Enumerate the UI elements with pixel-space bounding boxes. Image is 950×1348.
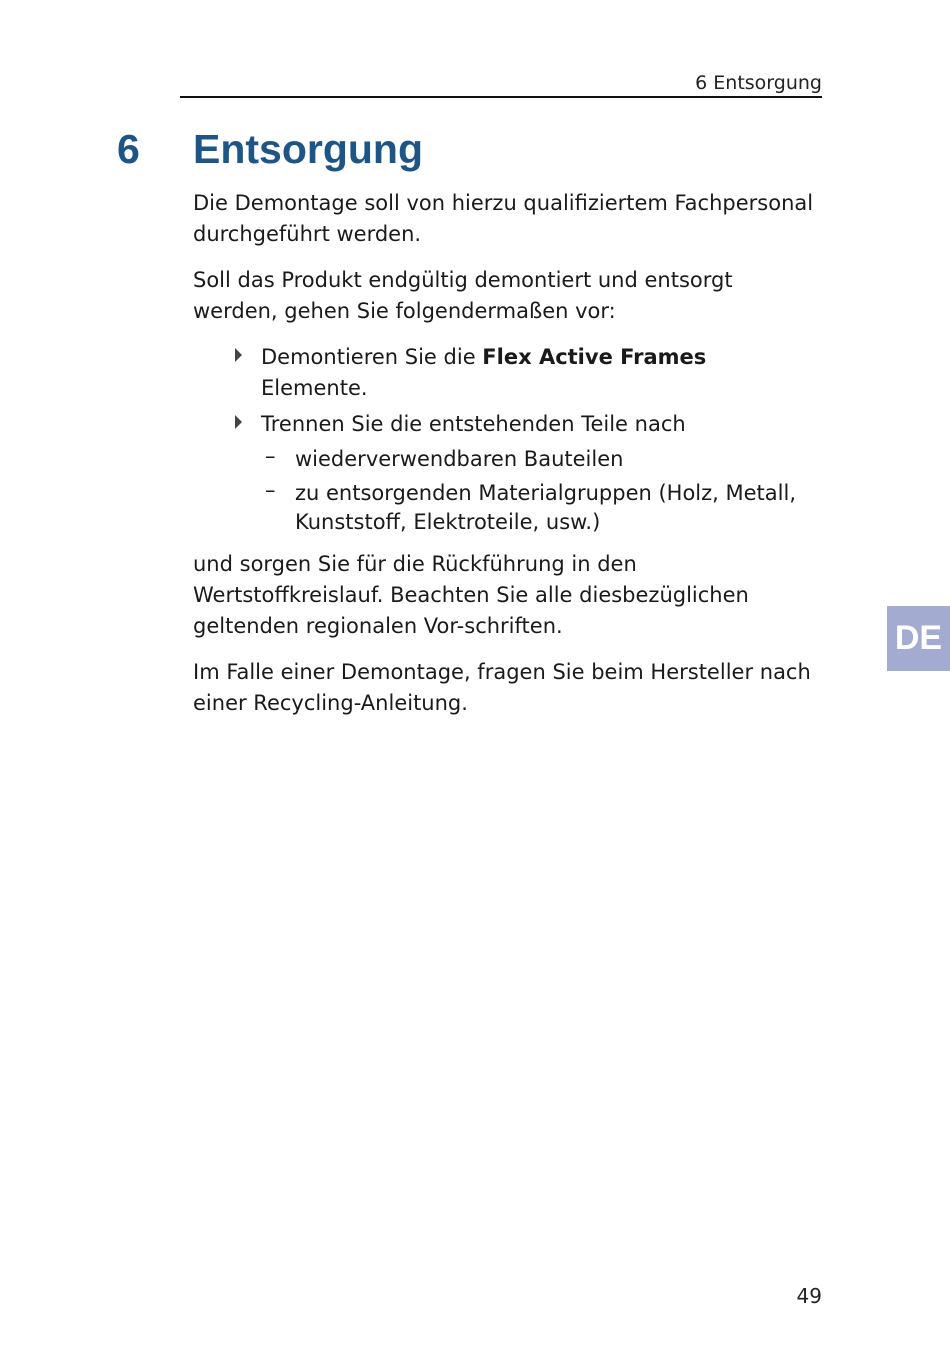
- triangle-right-icon: [235, 348, 242, 362]
- language-tab: DE: [887, 606, 950, 671]
- sub-list: [261, 445, 818, 537]
- running-header: 6 Entsorgung: [180, 72, 822, 98]
- paragraph-recycling: und sorgen Sie für die Rückführung in den Wertstoffkreislauf. Beachten Sie alle diesbezüglichen geltenden regionalen Vor-schriften.: [193, 552, 749, 638]
- chapter-title: Entsorgung: [193, 126, 424, 172]
- step-list: [193, 342, 818, 537]
- product-name: Flex Active Frames: [482, 345, 707, 369]
- paragraph-procedure: Soll das Produkt endgültig demontiert und entsorgt werden, gehen Sie folgendermaßen vor:: [193, 268, 733, 323]
- list-item: [265, 444, 818, 474]
- list-item: [265, 478, 818, 537]
- list-item: [261, 342, 818, 404]
- bullet-text-after: Elemente.: [261, 376, 368, 400]
- bullet-text-before: Demontieren Sie die: [261, 345, 483, 369]
- paragraph-manufacturer: Im Falle einer Demontage, fragen Sie beim Hersteller nach einer Recycling-Anleitung.: [193, 660, 811, 715]
- paragraph-intro: Die Demontage soll von hierzu qualifiziertem Fachpersonal durchgeführt werden.: [193, 191, 814, 246]
- triangle-right-icon: [235, 415, 242, 429]
- sub-bullet-text: zu entsorgenden Materialgruppen (Holz, Metall, Kunststoff, Elektroteile, usw.): [295, 481, 796, 534]
- page-number: 49: [796, 1284, 822, 1308]
- bullet-text: Trennen Sie die entstehenden Teile nach: [261, 412, 686, 436]
- list-item: [261, 409, 818, 537]
- dash-icon: –: [265, 444, 276, 468]
- chapter-number: 6: [117, 126, 140, 172]
- sub-bullet-text: wiederverwendbaren Bauteilen: [295, 447, 624, 471]
- dash-icon: –: [265, 478, 276, 502]
- body-text: [193, 188, 818, 734]
